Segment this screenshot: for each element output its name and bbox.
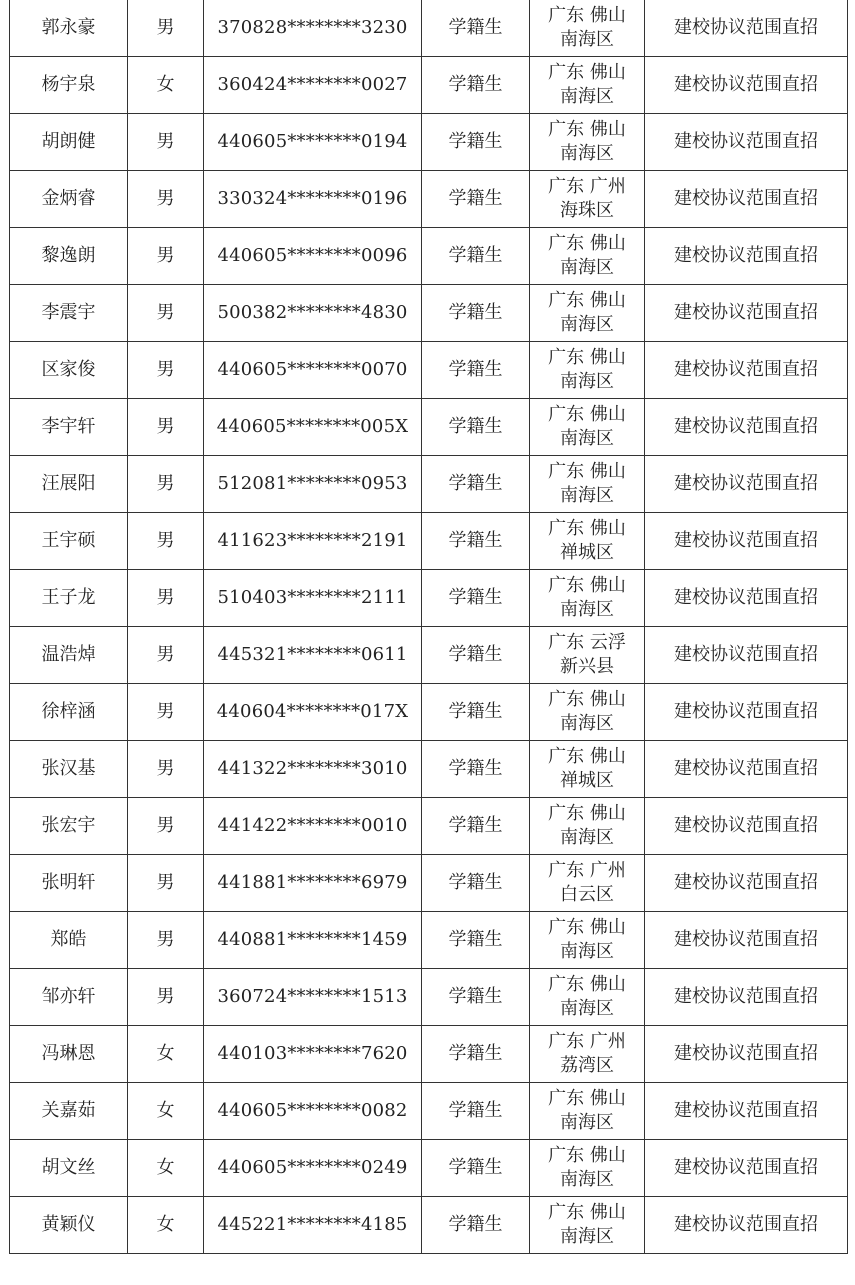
region-cell (530, 855, 645, 912)
gender-cell: 女 (128, 1083, 204, 1140)
region-line-district: 南海区 (560, 1169, 614, 1190)
region-cell (530, 399, 645, 456)
region-cell (530, 114, 645, 171)
region-line-district: 南海区 (560, 29, 614, 50)
id-number-cell: 440103********7620 (204, 1026, 422, 1083)
region-cell (530, 228, 645, 285)
region-line-district: 南海区 (560, 599, 614, 620)
region-line-province-city: 广东 佛山 (548, 347, 626, 368)
region-cell (530, 1083, 645, 1140)
region-line-province-city: 广东 佛山 (548, 404, 626, 425)
table-row (10, 741, 848, 798)
id-number-cell: 441322********3010 (204, 741, 422, 798)
region-cell (530, 57, 645, 114)
enrollment-status-cell: 学籍生 (422, 798, 530, 855)
region-line-district: 白云区 (560, 884, 614, 905)
gender-cell: 男 (128, 912, 204, 969)
region-cell (530, 684, 645, 741)
id-number-cell: 445321********0611 (204, 627, 422, 684)
gender-cell: 男 (128, 0, 204, 57)
region-line-province-city: 广东 广州 (548, 860, 626, 881)
student-name-cell: 李宇轩 (10, 399, 128, 456)
id-number-cell: 440605********0194 (204, 114, 422, 171)
region-line-province-city: 广东 佛山 (548, 1088, 626, 1109)
student-name-cell: 郑皓 (10, 912, 128, 969)
gender-cell: 男 (128, 627, 204, 684)
id-number-cell: 445221********4185 (204, 1197, 422, 1254)
enrollment-status-cell: 学籍生 (422, 342, 530, 399)
region-line-province-city: 广东 佛山 (548, 233, 626, 254)
admission-method-cell: 建校协议范围直招 (645, 969, 848, 1026)
region-line-province-city: 广东 佛山 (548, 689, 626, 710)
admission-method-cell: 建校协议范围直招 (645, 627, 848, 684)
gender-cell: 女 (128, 1197, 204, 1254)
region-line-province-city: 广东 佛山 (548, 575, 626, 596)
id-number-cell: 440605********0082 (204, 1083, 422, 1140)
admission-method-cell: 建校协议范围直招 (645, 228, 848, 285)
enrollment-status-cell: 学籍生 (422, 228, 530, 285)
admission-method-cell: 建校协议范围直招 (645, 114, 848, 171)
region-line-province-city: 广东 佛山 (548, 1202, 626, 1223)
region-line-province-city: 广东 佛山 (548, 62, 626, 83)
region-line-district: 南海区 (560, 428, 614, 449)
table-row (10, 0, 848, 57)
gender-cell: 男 (128, 114, 204, 171)
region-line-district: 南海区 (560, 941, 614, 962)
region-line-district: 南海区 (560, 1112, 614, 1133)
region-cell (530, 627, 645, 684)
enrollment-status-cell: 学籍生 (422, 171, 530, 228)
region-line-district: 南海区 (560, 314, 614, 335)
student-name-cell: 王子龙 (10, 570, 128, 627)
region-line-district: 南海区 (560, 86, 614, 107)
student-name-cell: 徐梓涵 (10, 684, 128, 741)
enrollment-status-cell: 学籍生 (422, 114, 530, 171)
table-row (10, 798, 848, 855)
table-row (10, 456, 848, 513)
admission-method-cell: 建校协议范围直招 (645, 1140, 848, 1197)
student-name-cell: 关嘉茹 (10, 1083, 128, 1140)
region-line-province-city: 广东 佛山 (548, 290, 626, 311)
admission-method-cell: 建校协议范围直招 (645, 798, 848, 855)
region-cell (530, 912, 645, 969)
admission-method-cell: 建校协议范围直招 (645, 513, 848, 570)
enrollment-status-cell: 学籍生 (422, 285, 530, 342)
gender-cell: 男 (128, 285, 204, 342)
gender-cell: 男 (128, 513, 204, 570)
gender-cell: 女 (128, 1140, 204, 1197)
enrollment-status-cell: 学籍生 (422, 1026, 530, 1083)
region-line-province-city: 广东 佛山 (548, 1145, 626, 1166)
region-line-district: 南海区 (560, 485, 614, 506)
region-line-province-city: 广东 广州 (548, 1031, 626, 1052)
region-cell (530, 285, 645, 342)
enrollment-status-cell: 学籍生 (422, 684, 530, 741)
region-line-district: 海珠区 (560, 200, 614, 221)
enrollment-status-cell: 学籍生 (422, 399, 530, 456)
enrollment-status-cell: 学籍生 (422, 1197, 530, 1254)
enrollment-status-cell: 学籍生 (422, 570, 530, 627)
admission-method-cell: 建校协议范围直招 (645, 171, 848, 228)
enrollment-status-cell: 学籍生 (422, 57, 530, 114)
region-line-district: 荔湾区 (560, 1055, 614, 1076)
student-name-cell: 邹亦轩 (10, 969, 128, 1026)
gender-cell: 男 (128, 684, 204, 741)
student-name-cell: 冯琳恩 (10, 1026, 128, 1083)
student-name-cell: 张汉基 (10, 741, 128, 798)
student-name-cell: 王宇硕 (10, 513, 128, 570)
student-name-cell: 张明轩 (10, 855, 128, 912)
student-name-cell: 张宏宇 (10, 798, 128, 855)
region-line-district: 南海区 (560, 1226, 614, 1247)
region-line-province-city: 广东 佛山 (548, 974, 626, 995)
student-name-cell: 温浩焯 (10, 627, 128, 684)
region-line-district: 南海区 (560, 827, 614, 848)
id-number-cell: 512081********0953 (204, 456, 422, 513)
table-row (10, 912, 848, 969)
student-roster-table (9, 0, 848, 1254)
id-number-cell: 440605********005X (204, 399, 422, 456)
table-row (10, 969, 848, 1026)
gender-cell: 女 (128, 1026, 204, 1083)
student-name-cell: 李震宇 (10, 285, 128, 342)
region-line-province-city: 广东 佛山 (548, 461, 626, 482)
table-row (10, 570, 848, 627)
enrollment-status-cell: 学籍生 (422, 627, 530, 684)
id-number-cell: 411623********2191 (204, 513, 422, 570)
enrollment-status-cell: 学籍生 (422, 1083, 530, 1140)
gender-cell: 男 (128, 969, 204, 1026)
admission-method-cell: 建校协议范围直招 (645, 855, 848, 912)
region-line-province-city: 广东 广州 (548, 176, 626, 197)
student-name-cell: 杨宇泉 (10, 57, 128, 114)
region-line-province-city: 广东 佛山 (548, 803, 626, 824)
id-number-cell: 360724********1513 (204, 969, 422, 1026)
gender-cell: 男 (128, 741, 204, 798)
region-cell (530, 171, 645, 228)
id-number-cell: 330324********0196 (204, 171, 422, 228)
region-line-district: 禅城区 (560, 542, 614, 563)
enrollment-status-cell: 学籍生 (422, 741, 530, 798)
admission-method-cell: 建校协议范围直招 (645, 684, 848, 741)
gender-cell: 男 (128, 228, 204, 285)
table-row (10, 1140, 848, 1197)
admission-method-cell: 建校协议范围直招 (645, 1026, 848, 1083)
id-number-cell: 510403********2111 (204, 570, 422, 627)
id-number-cell: 440605********0096 (204, 228, 422, 285)
region-cell (530, 342, 645, 399)
admission-method-cell: 建校协议范围直招 (645, 741, 848, 798)
admission-method-cell: 建校协议范围直招 (645, 285, 848, 342)
enrollment-status-cell: 学籍生 (422, 969, 530, 1026)
table-row (10, 342, 848, 399)
table-row (10, 114, 848, 171)
id-number-cell: 440605********0070 (204, 342, 422, 399)
student-name-cell: 区家俊 (10, 342, 128, 399)
enrollment-status-cell: 学籍生 (422, 0, 530, 57)
region-line-province-city: 广东 云浮 (548, 632, 626, 653)
region-line-province-city: 广东 佛山 (548, 5, 626, 26)
gender-cell: 男 (128, 798, 204, 855)
gender-cell: 男 (128, 171, 204, 228)
id-number-cell: 441881********6979 (204, 855, 422, 912)
region-cell (530, 1140, 645, 1197)
gender-cell: 男 (128, 342, 204, 399)
student-name-cell: 胡文丝 (10, 1140, 128, 1197)
region-cell (530, 513, 645, 570)
table-row (10, 684, 848, 741)
region-line-district: 禅城区 (560, 770, 614, 791)
region-line-province-city: 广东 佛山 (548, 119, 626, 140)
region-line-province-city: 广东 佛山 (548, 746, 626, 767)
admission-method-cell: 建校协议范围直招 (645, 1083, 848, 1140)
table-row (10, 399, 848, 456)
gender-cell: 男 (128, 456, 204, 513)
roster-body (10, 0, 848, 1254)
table-row (10, 627, 848, 684)
table-row (10, 855, 848, 912)
table-row (10, 285, 848, 342)
region-cell (530, 456, 645, 513)
region-line-province-city: 广东 佛山 (548, 917, 626, 938)
enrollment-status-cell: 学籍生 (422, 456, 530, 513)
student-name-cell: 胡朗健 (10, 114, 128, 171)
id-number-cell: 360424********0027 (204, 57, 422, 114)
admission-method-cell: 建校协议范围直招 (645, 570, 848, 627)
id-number-cell: 370828********3230 (204, 0, 422, 57)
gender-cell: 女 (128, 57, 204, 114)
table-row (10, 57, 848, 114)
table-row (10, 1197, 848, 1254)
student-name-cell: 汪展阳 (10, 456, 128, 513)
region-line-province-city: 广东 佛山 (548, 518, 626, 539)
id-number-cell: 440604********017X (204, 684, 422, 741)
region-line-district: 南海区 (560, 713, 614, 734)
gender-cell: 男 (128, 855, 204, 912)
id-number-cell: 440881********1459 (204, 912, 422, 969)
student-name-cell: 郭永豪 (10, 0, 128, 57)
region-cell (530, 1197, 645, 1254)
region-line-district: 新兴县 (560, 656, 614, 677)
region-line-district: 南海区 (560, 371, 614, 392)
admission-method-cell: 建校协议范围直招 (645, 57, 848, 114)
region-cell (530, 969, 645, 1026)
table-row (10, 228, 848, 285)
admission-method-cell: 建校协议范围直招 (645, 1197, 848, 1254)
gender-cell: 男 (128, 570, 204, 627)
enrollment-status-cell: 学籍生 (422, 513, 530, 570)
table-row (10, 1083, 848, 1140)
admission-method-cell: 建校协议范围直招 (645, 912, 848, 969)
region-line-district: 南海区 (560, 998, 614, 1019)
gender-cell: 男 (128, 399, 204, 456)
student-name-cell: 金炳睿 (10, 171, 128, 228)
admission-method-cell: 建校协议范围直招 (645, 399, 848, 456)
enrollment-status-cell: 学籍生 (422, 855, 530, 912)
table-row (10, 513, 848, 570)
id-number-cell: 441422********0010 (204, 798, 422, 855)
admission-method-cell: 建校协议范围直招 (645, 456, 848, 513)
student-name-cell: 黄颖仪 (10, 1197, 128, 1254)
region-cell (530, 570, 645, 627)
region-cell (530, 798, 645, 855)
student-name-cell: 黎逸朗 (10, 228, 128, 285)
enrollment-status-cell: 学籍生 (422, 912, 530, 969)
admission-method-cell: 建校协议范围直招 (645, 0, 848, 57)
id-number-cell: 440605********0249 (204, 1140, 422, 1197)
region-line-district: 南海区 (560, 143, 614, 164)
region-line-district: 南海区 (560, 257, 614, 278)
table-row (10, 1026, 848, 1083)
region-cell (530, 0, 645, 57)
table-row (10, 171, 848, 228)
region-cell (530, 1026, 645, 1083)
admission-method-cell: 建校协议范围直招 (645, 342, 848, 399)
enrollment-status-cell: 学籍生 (422, 1140, 530, 1197)
id-number-cell: 500382********4830 (204, 285, 422, 342)
region-cell (530, 741, 645, 798)
